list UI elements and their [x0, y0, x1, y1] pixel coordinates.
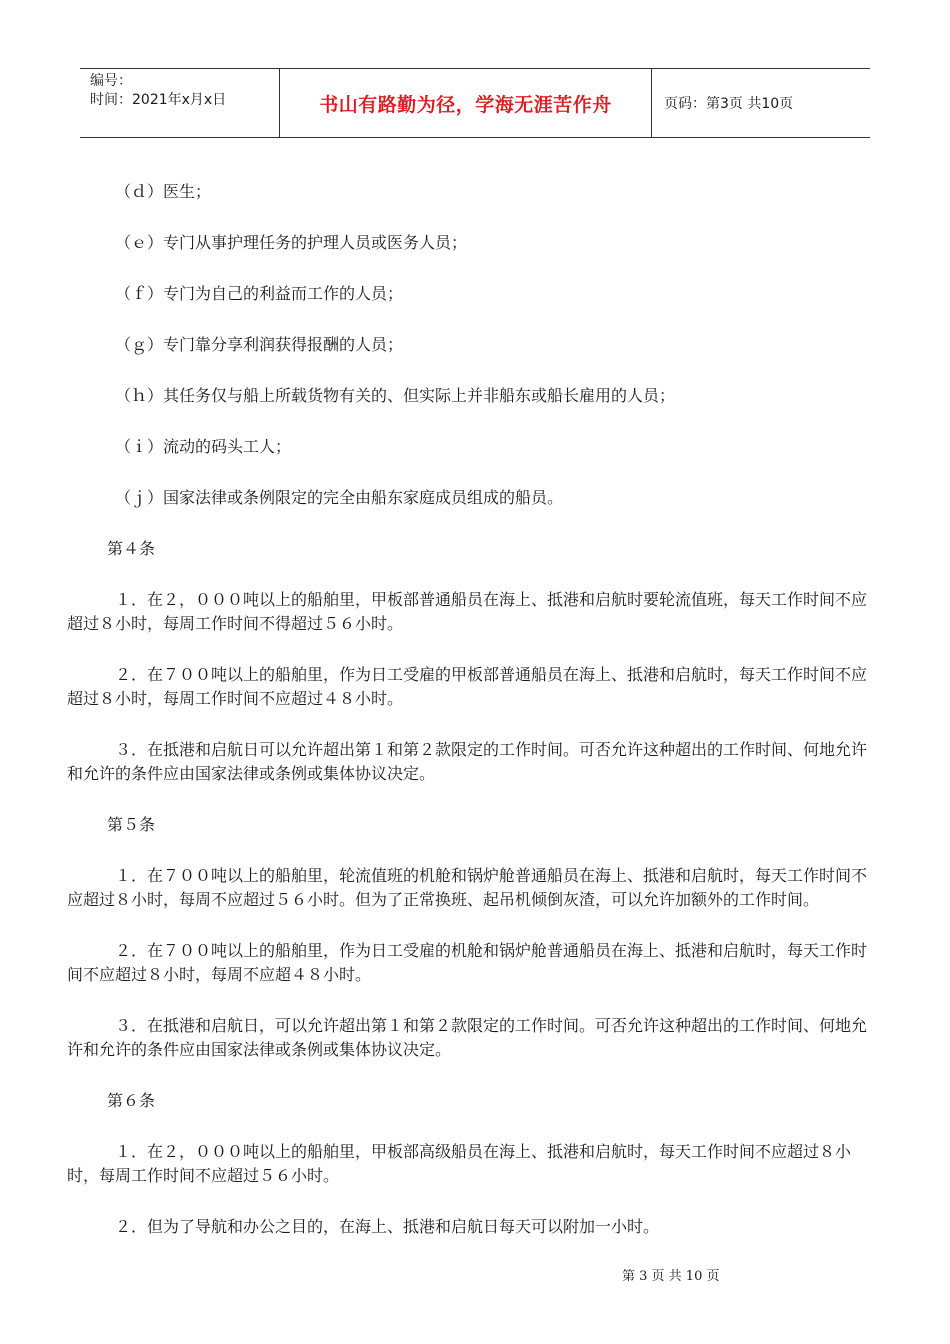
article-4-para-1: １．在２，０００吨以上的船舶里，甲板部普通船员在海上、抵港和启航时要轮流值班，每天工作时间不应超过８小时，每周工作时间不得超过５６小时。: [67, 590, 868, 633]
list-item: （ｆ）专门为自己的利益而工作的人员；: [115, 284, 404, 303]
article-5-para-2: ２．在７００吨以上的船舶里，作为日工受雇的机舱和锅炉舱普通船员在海上、抵港和启航时，每天工作时间不应超过８小时，每周不应超４８小时。: [67, 941, 868, 984]
article-4-title: 第４条: [107, 539, 156, 558]
list-item: （ｇ）专门靠分享利润获得报酬的人员；: [115, 335, 404, 354]
header-motto: 书山有路勤为径，学海无涯苦作舟: [280, 69, 652, 137]
document-body: [67, 180, 872, 1266]
article-5-para-1: １．在７００吨以上的船舶里，轮流值班的机舱和锅炉舱普通船员在海上、抵港和启航时，每天工作时间不应超过８小时，每周不应超过５６小时。但为了正常换班、起吊机倾倒灰渣，可以允许加额外的工作时间。: [67, 866, 868, 909]
list-item: （ｄ）医生；: [115, 182, 212, 201]
header-page-info: 页码：第3页 共10页: [664, 96, 794, 112]
article-4-para-2: ２．在７００吨以上的船舶里，作为日工受雇的甲板部普通船员在海上、抵港和启航时，每天工作时间不应超过８小时，每周工作时间不应超过４８小时。: [67, 665, 868, 708]
article-6-para-1: １．在２，０００吨以上的船舶里，甲板部高级船员在海上、抵港和启航时，每天工作时间不应超过８小时，每周工作时间不应超过５６小时。: [67, 1142, 852, 1185]
list-item: （ｈ）其任务仅与船上所载货物有关的、但实际上并非船东或船长雇用的人员；: [115, 386, 676, 405]
article-5-title: 第５条: [107, 815, 156, 834]
article-4-para-3: ３．在抵港和启航日可以允许超出第１和第２款限定的工作时间。可否允许这种超出的工作时间、何地允许和允许的条件应由国家法律或条例或集体协议决定。: [67, 740, 868, 783]
date-label: 时间：2021年x月x日: [90, 92, 227, 108]
list-item: （ｅ）专门从事护理任务的护理人员或医务人员；: [115, 233, 468, 252]
article-6-title: 第６条: [107, 1091, 156, 1110]
list-item: （ｉ）流动的码头工人；: [115, 437, 292, 456]
number-label: 编号：: [90, 73, 132, 89]
article-6-para-2: ２．但为了导航和办公之目的，在海上、抵港和启航日每天可以附加一小时。: [115, 1217, 660, 1236]
page-footer: 第 3 页 共 10 页: [622, 1269, 720, 1284]
page-header: [80, 68, 870, 138]
article-5-para-3: ３．在抵港和启航日，可以允许超出第１和第２款限定的工作时间。可否允许这种超出的工作时间、何地允许和允许的条件应由国家法律或条例或集体协议决定。: [67, 1016, 868, 1059]
header-meta: [80, 69, 280, 137]
list-item: （ｊ）国家法律或条例限定的完全由船东家庭成员组成的船员。: [115, 488, 564, 507]
